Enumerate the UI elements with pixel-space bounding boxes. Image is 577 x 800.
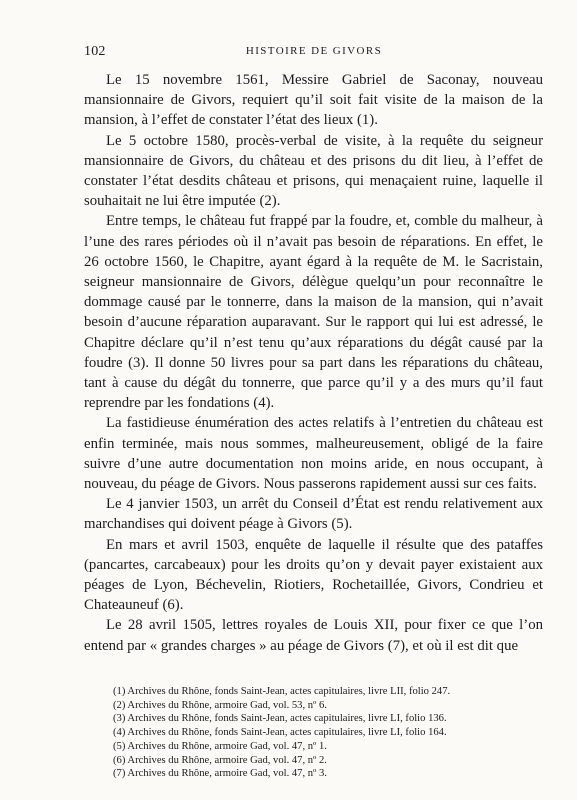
paragraph-3: Entre temps, le château fut frappé par la foudre, et, comble du malheur, à l’une des rares périodes où il n’avait pas besoin de réparations. En effet, le 26 octobre 1560, le Chapitre, ayant égard à la requête de M. le Sacristain, seigneur mansionnaire de Givors, délègue quelqu’un pour reconnaître le dommage causé par le tonnerre, dans la maison de la mansion, qui n’avait besoin d’aucune réparation auparavant. Sur le rapport qui lui est adressé, le Chapitre déclare qu’il n’est tenu qu’aux réparations du dégât causé par la foudre (3). Il donne 50 livres pour sa part dans les réparations du château, tant à cause du dégât du tonnerre, que parce qu’il y a des murs qu’il faut reprendre par les fondations (4). bbox=[84, 213, 543, 412]
paragraph-5: Le 4 janvier 1503, un arrêt du Conseil d’État est rendu relativement aux marchandises qui doivent péage à Givors (5). bbox=[84, 496, 543, 533]
paragraph-6: En mars et avril 1503, enquête de laquelle il résulte que des pataffes (pancartes, carcabeaux) pour les droits qu’on y devait payer existaient aux péages de Lyon, Béchevelin, Riotiers, Rochetaillée, Givors, Condrieu et Chateauneuf (6). bbox=[84, 536, 543, 614]
paragraph-7: Le 28 avril 1505, lettres royales de Louis XII, pour fixer ce que l’on entend par « grandes charges » au péage de Givors (7), et où il est dit que bbox=[84, 617, 543, 654]
body-text bbox=[84, 70, 543, 656]
page-number: 102 bbox=[84, 44, 106, 59]
running-title: HISTOIRE DE GIVORS bbox=[245, 45, 383, 57]
footnote-3: (3) Archives du Rhône, fonds Saint-Jean, actes capitulaires, livre LI, folio 136. bbox=[113, 713, 447, 725]
footnotes bbox=[113, 685, 543, 781]
paragraph-1: Le 15 novembre 1561, Messire Gabriel de Saconay, nouveau mansionnaire de Givors, requiert qu’il soit fait visite de la maison de la mansion, à l’effet de constater l’état des lieux (1). bbox=[84, 72, 543, 129]
footnote-2: (2) Archives du Rhône, armoire Gad, vol. 53, nº 6. bbox=[113, 699, 327, 711]
footnote-5: (5) Archives du Rhône, armoire Gad, vol. 47, nº 1. bbox=[113, 740, 327, 752]
footnote-4: (4) Archives du Rhône, fonds Saint-Jean, actes capitulaires, livre LI, folio 164. bbox=[113, 727, 447, 739]
footnote-7: (7) Archives du Rhône, armoire Gad, vol. 47, nº 3. bbox=[113, 768, 327, 780]
footnote-1: (1) Archives du Rhône, fonds Saint-Jean, actes capitulaires, livre LII, folio 247. bbox=[113, 686, 451, 697]
paragraph-4: La fastidieuse énumération des actes relatifs à l’entretien du château est enfin terminée, mais nous sommes, malheureusement, obligé de la faire suivre d’une autre documentation non moins aride, en nous occupant, à nouveau, du péage de Givors. Nous passerons rapidement aussi sur ces faits. bbox=[84, 415, 543, 493]
footnote-6: (6) Archives du Rhône, armoire Gad, vol. 47, nº 2. bbox=[113, 754, 327, 766]
page-header bbox=[84, 44, 544, 60]
paragraph-2: Le 5 octobre 1580, procès-verbal de visite, à la requête du seigneur mansionnaire de Givors, du château et des prisons du dit lieu, à l’effet de constater l’état desdits château et prisons, qui menaçaient ruine, laquelle il souhaitait ne lui être imputée (2). bbox=[84, 132, 543, 210]
